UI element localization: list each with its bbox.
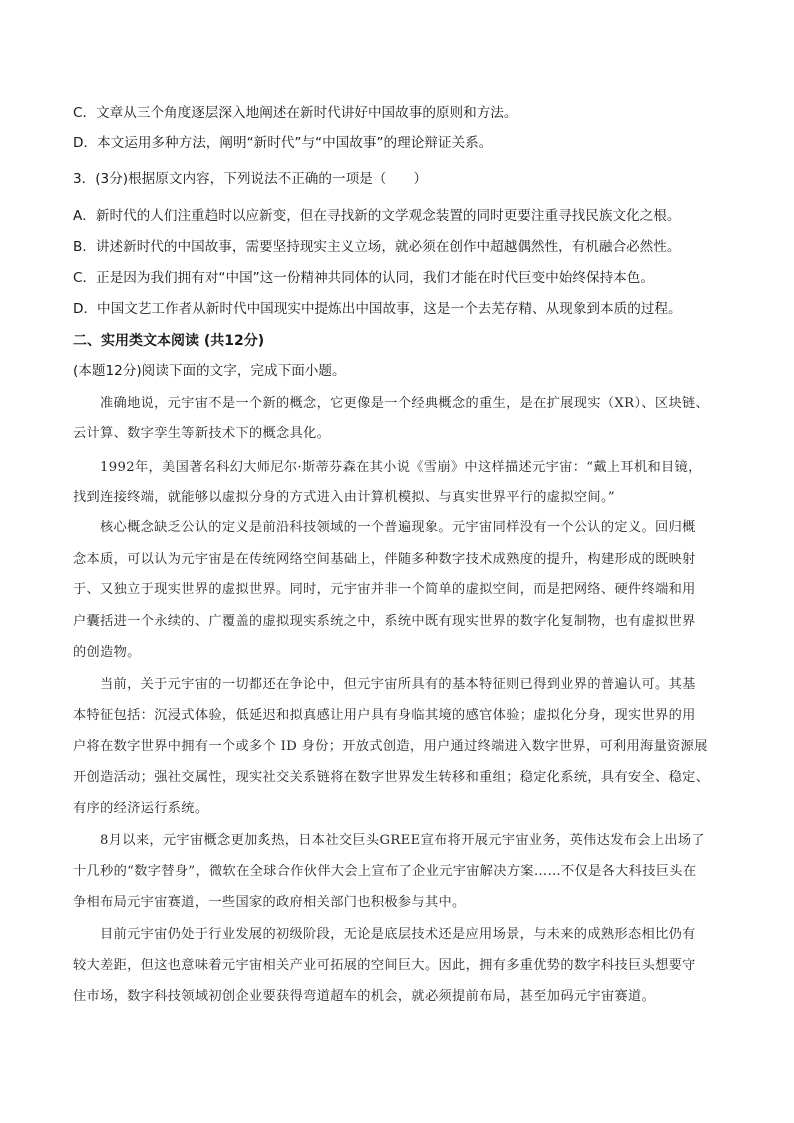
q2-option-d: D．本文运用多种方法，阐明“新时代”与“中国故事”的理论辩证关系。 bbox=[73, 135, 493, 151]
passage-line: 开创造活动；强社交属性，现实社交关系链将在数字世界发生转移和重组；稳定化系统，具有安全、稳定、 bbox=[73, 770, 710, 785]
q3-option-d: D．中国文艺工作者从新时代中国现实中提炼出中国故事，这是一个去芜存精、从现象到本质的过程。 bbox=[73, 301, 682, 317]
passage-line: 准确地说，元宇宙不是一个新的概念，它更像是一个经典概念的重生，是在扩展现实（XR）、区块链、 bbox=[100, 396, 710, 411]
passage-line: 念本质，可以认为元宇宙是在传统网络空间基础上，伴随多种数字技术成熟度的提升，构建形成的既映射 bbox=[73, 552, 696, 567]
passage-line: 1992年，美国著名科幻大师尼尔·斯蒂芬森在其小说《雪崩》中这样描述元宇宙：“戴上耳机和目镜， bbox=[100, 460, 702, 475]
q3-option-a: A．新时代的人们注重趋时以应新变，但在寻找新的文学观念装置的同时更要注重寻找民族文化之根。 bbox=[73, 208, 681, 224]
passage-line: 户将在数字世界中拥有一个或多个 ID 身份；开放式创造，用户通过终端进入数字世界，可利用海量资源展 bbox=[73, 739, 708, 754]
passage-line: 十几秒的“数字替身”，微软在全球合作伙伴大会上宣布了企业元宇宙解决方案……不仅是各大科技巨头在 bbox=[73, 864, 697, 879]
passage-line: 争相布局元宇宙赛道，一些国家的政府相关部门也积极参与其中。 bbox=[73, 895, 466, 910]
section-2-heading: 二、实用类文本阅读 (共12分) bbox=[73, 333, 265, 349]
passage-line: 当前，关于元宇宙的一切都还在争论中，但元宇宙所具有的基本特征则已得到业界的普遍认可。其基 bbox=[100, 677, 696, 692]
q2-option-c: C．文章从三个角度逐层深入地阐述在新时代讲好中国故事的原则和方法。 bbox=[73, 105, 518, 121]
passage-line: 的创造物。 bbox=[73, 645, 141, 660]
passage-line: 户囊括进一个永续的、广覆盖的虚拟现实系统之中，系统中既有现实世界的数字化复制物，也有虚拟世界 bbox=[73, 614, 696, 629]
section-2-instruction: (本题12分)阅读下面的文字，完成下面小题。 bbox=[73, 363, 346, 379]
passage-line: 找到连接终端，就能够以虚拟分身的方式进入由计算机模拟、与真实世界平行的虚拟空间。” bbox=[73, 490, 615, 505]
q3-option-c: C．正是因为我们拥有对“中国”这一份精神共同体的认同，我们才能在时代巨变中始终保持本色。 bbox=[73, 270, 654, 286]
passage-line: 于、又独立于现实世界的虚拟世界。同时，元宇宙并非一个简单的虚拟空间，而是把网络、硬件终端和用 bbox=[73, 582, 696, 597]
passage-line: 8月以来，元宇宙概念更加炙热，日本社交巨头GREE宣布将开展元宇宙业务，英伟达发布会上出场了 bbox=[100, 833, 705, 848]
passage-line: 目前元宇宙仍处于行业发展的初级阶段，无论是底层技术还是应用场景，与未来的成熟形态相比仍有 bbox=[100, 927, 696, 942]
passage-line: 较大差距，但这也意味着元宇宙相关产业可拓展的空间巨大。因此，拥有多重优势的数字科技巨头想要守 bbox=[73, 958, 696, 973]
passage-line: 核心概念缺乏公认的定义是前沿科技领域的一个普遍现象。元宇宙同样没有一个公认的定义。回归概 bbox=[100, 520, 696, 535]
passage-line: 有序的经济运行系统。 bbox=[73, 801, 209, 816]
passage-line: 云计算、数字孪生等新技术下的概念具化。 bbox=[73, 426, 331, 441]
passage-line: 住市场，数字科技领域初创企业要获得弯道超车的机会，就必须提前布局，甚至加码元宇宙赛道。 bbox=[73, 989, 656, 1004]
q3-stem: 3．(3分)根据原文内容，下列说法不正确的一项是（ ） bbox=[73, 171, 428, 187]
q3-option-b: B．讲述新时代的中国故事，需要坚持现实主义立场，就必须在创作中超越偶然性，有机融合必然性。 bbox=[73, 239, 681, 255]
passage-line: 本特征包括：沉浸式体验，低延迟和拟真感让用户具有身临其境的感官体验；虚拟化分身，现实世界的用 bbox=[73, 708, 696, 723]
